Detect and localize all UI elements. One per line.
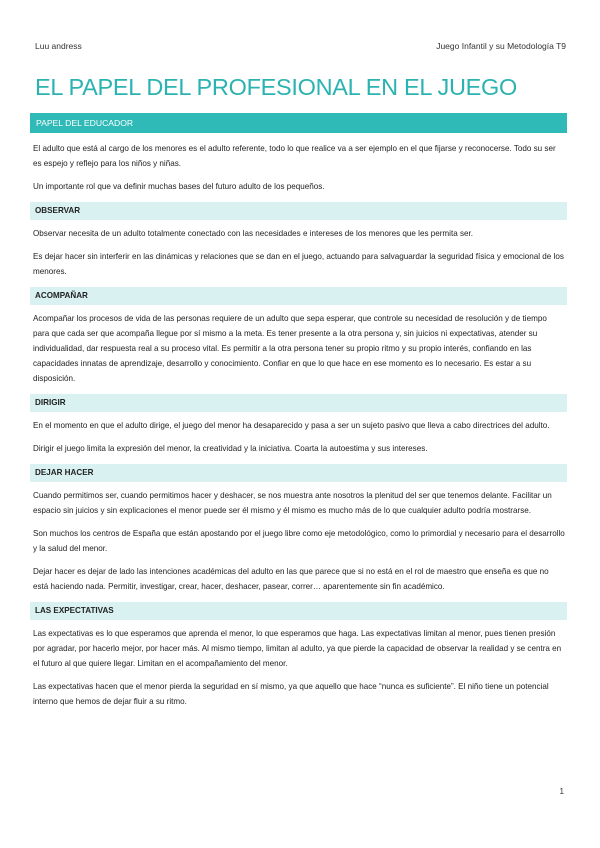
paragraph: Las expectativas es lo que esperamos que aprenda el menor, lo que esperamos que haga. Las expectativas limitan al menor, pues tienen presión por agradar, por hacerlo mejor, por hacer más. Al mismo tiempo, limitan al adulto, ya que pierde la capacidad de observar la realidad y se centra en el futuro al que quiere llegar. Limitan en el acompañamiento del menor. xyxy=(33,629,562,668)
paragraph: El adulto que está al cargo de los menores es el adulto referente, todo lo que realice va a ser ejemplo en el que fijarse y reconocerse. Todo su ser es espejo y reflejo para los niños y niñas. xyxy=(33,144,556,168)
section-heading-dejar-hacer: DEJAR HACER xyxy=(30,464,567,482)
paragraph: Cuando permitimos ser, cuando permitimos hacer y deshacer, se nos muestra ante nosotros la plenitud del ser que tenemos delante. Facilitar un espacio sin juicios y sin explicaciones el menor puede ser él mismo y él mismo es mucho más de lo que cualquier adulto podría mostrarse. xyxy=(33,491,552,515)
section-heading-observar: OBSERVAR xyxy=(30,202,567,220)
paragraph: Observar necesita de un adulto totalmente conectado con las necesidades e intereses de los menores que les permita ser. xyxy=(33,229,474,238)
paragraph: En el momento en que el adulto dirige, el juego del menor ha desaparecido y pasa a ser un sujeto pasivo que lleva a cabo directrices del adulto. xyxy=(33,421,550,430)
course-title: Juego Infantil y su Metodología T9 xyxy=(436,41,566,51)
author-name: Luu andress xyxy=(35,41,82,51)
paragraph: Las expectativas hacen que el menor pierda la seguridad en sí mismo, ya que aquello que hace “nunca es suficiente”. El niño tiene un potencial interno que hemos de dejar fluir a su ritmo. xyxy=(33,682,549,706)
section-heading-educador: PAPEL DEL EDUCADOR xyxy=(30,113,567,133)
paragraph: Son muchos los centros de España que están apostando por el juego libre como eje metodológico, como lo primordial y necesario para el desarrollo y la salud del menor. xyxy=(33,529,565,553)
page-header xyxy=(35,41,566,51)
document-body xyxy=(30,113,567,717)
section-heading-dirigir: DIRIGIR xyxy=(30,394,567,412)
section-heading-acompanar: ACOMPAÑAR xyxy=(30,287,567,305)
paragraph: Acompañar los procesos de vida de las personas requiere de un adulto que sepa esperar, que controle su necesidad de resolución y de tiempo para que cada ser que acompaña llegue por sí mismo a la meta. Es tener presente a la otra persona y, sin juicios ni expectativas, atender su individualidad, dar respuesta real a su proceso vital. Es permitir a la otra persona tener su propio ritmo y su propio interés, confiando en las capacidades innatas de aprendizaje, desarrollo y conocimiento. Confiar en que lo que hace en ese momento es lo necesario. Es estar a su disposición. xyxy=(33,314,547,383)
paragraph: Un importante rol que va definir muchas bases del futuro adulto de los pequeños. xyxy=(33,182,325,191)
section-heading-expectativas: LAS EXPECTATIVAS xyxy=(30,602,567,620)
paragraph: Dejar hacer es dejar de lado las intenciones académicas del adulto en las que parece que si no está en el rol de maestro que enseña es que no está haciendo nada. Permitir, investigar, crear, hacer, deshacer, pasear, correr… aparentemente sin fin académico. xyxy=(33,567,549,591)
page-number: 1 xyxy=(559,787,564,796)
paragraph: Es dejar hacer sin interferir en las dinámicas y relaciones que se dan en el juego, actuando para salvaguardar la seguridad física y emocional de los menores. xyxy=(33,252,564,276)
paragraph: Dirigir el juego limita la expresión del menor, la creatividad y la iniciativa. Coarta la autoestima y sus intereses. xyxy=(33,444,428,453)
page-title: EL PAPEL DEL PROFESIONAL EN EL JUEGO xyxy=(35,74,517,100)
